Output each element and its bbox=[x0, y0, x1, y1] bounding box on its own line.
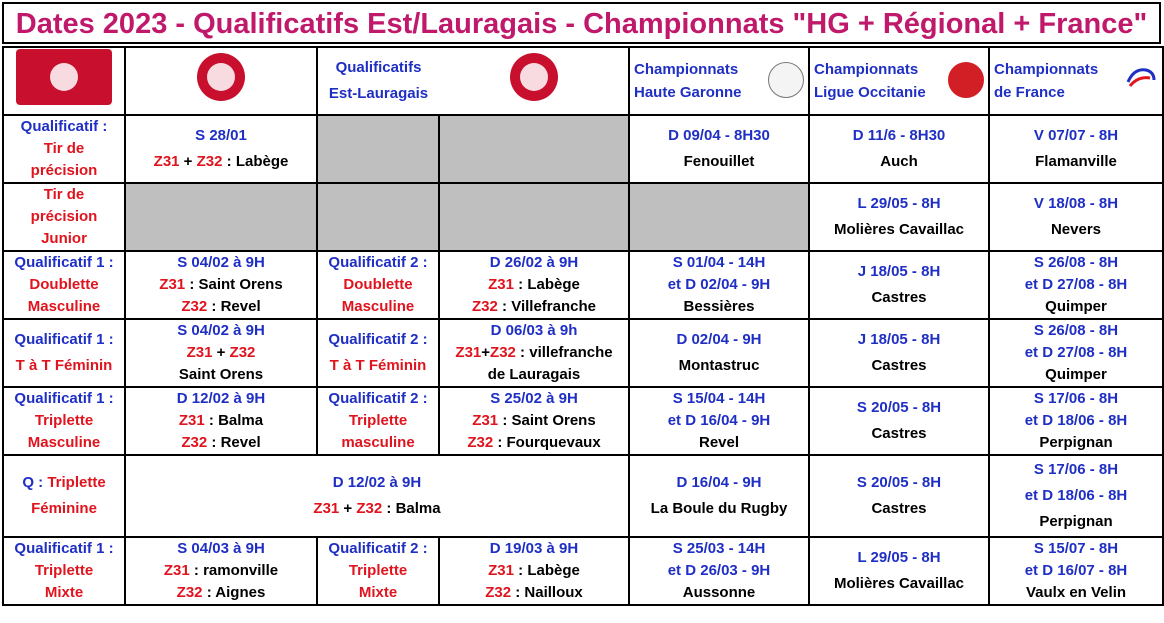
empty-cell bbox=[439, 183, 629, 251]
q1-cell: S 04/02 à 9H Z31 : Saint Orens Z32 : Revel bbox=[125, 251, 317, 319]
hg-cell: S 15/04 - 14H et D 16/04 - 9H Revel bbox=[629, 387, 809, 455]
page-title: Dates 2023 - Qualificatifs Est/Lauragais - Championnats "HG + Régional + France" bbox=[2, 2, 1161, 44]
empty-cell bbox=[125, 183, 317, 251]
q1-cell: S 04/02 à 9H Z31 + Z32 Saint Orens bbox=[125, 319, 317, 387]
q1-cell: S 04/03 à 9H Z31 : ramonville Z32 : Aignes bbox=[125, 537, 317, 605]
fr-cell: S 17/06 - 8H et D 18/06 - 8H Perpignan bbox=[989, 455, 1163, 537]
table-row bbox=[3, 183, 1163, 251]
club-logo-icon bbox=[16, 49, 112, 105]
fr-cell: V 18/08 - 8H Nevers bbox=[989, 183, 1163, 251]
club-logo-cell bbox=[3, 47, 125, 115]
occ-cell: J 18/05 - 8H Castres bbox=[809, 319, 989, 387]
table-row bbox=[3, 387, 1163, 455]
hg-cell: S 01/04 - 14H et D 02/04 - 9H Bessières bbox=[629, 251, 809, 319]
q2-cell: S 25/02 à 9H Z31 : Saint Orens Z32 : Fourquevaux bbox=[439, 387, 629, 455]
q2-cell: D 19/03 à 9H Z31 : Labège Z32 : Nailloux bbox=[439, 537, 629, 605]
hg-cell: D 02/04 - 9H Montastruc bbox=[629, 319, 809, 387]
table-row bbox=[3, 537, 1163, 605]
hg-cell: D 09/04 - 8H30 Fenouillet bbox=[629, 115, 809, 183]
france-header: Championnats de France bbox=[989, 47, 1163, 115]
qualificatifs-header: Qualificatifs Est-Lauragais bbox=[317, 47, 439, 115]
occ-cell: J 18/05 - 8H Castres bbox=[809, 251, 989, 319]
empty-cell bbox=[317, 115, 439, 183]
fr-cell: S 15/07 - 8H et D 16/07 - 8H Vaulx en Velin bbox=[989, 537, 1163, 605]
rugby-logo-cell-2 bbox=[439, 47, 629, 115]
row-label: Qualificatif 1 : Triplette Mixte bbox=[3, 537, 125, 605]
row-label: Qualificatif 1 : T à T Féminin bbox=[3, 319, 125, 387]
empty-cell bbox=[629, 183, 809, 251]
occ-cell: D 11/6 - 8H30 Auch bbox=[809, 115, 989, 183]
q2-label: Qualificatif 2 : Triplette masculine bbox=[317, 387, 439, 455]
occ-cell: S 20/05 - 8H Castres bbox=[809, 455, 989, 537]
hg-cell: D 16/04 - 9H La Boule du Rugby bbox=[629, 455, 809, 537]
fr-cell: S 26/08 - 8H et D 27/08 - 8H Quimper bbox=[989, 251, 1163, 319]
ffpjp-occitanie-badge-icon bbox=[948, 62, 984, 98]
occ-cell: S 20/05 - 8H Castres bbox=[809, 387, 989, 455]
row-label: Tir de précision Junior bbox=[3, 183, 125, 251]
row-label: Qualificatif 1 : Triplette Masculine bbox=[3, 387, 125, 455]
q2-label: Qualificatif 2 : Doublette Masculine bbox=[317, 251, 439, 319]
row-label: Q : Triplette Féminine bbox=[3, 455, 125, 537]
q2-label: Qualificatif 2 : Triplette Mixte bbox=[317, 537, 439, 605]
occitanie-header: Championnats Ligue Occitanie bbox=[809, 47, 989, 115]
ffpjp-hg-badge-icon bbox=[768, 62, 804, 98]
row-label: Qualificatif 1 : Doublette Masculine bbox=[3, 251, 125, 319]
rugby-ball-logo-icon bbox=[510, 53, 558, 101]
fr-cell: V 07/07 - 8H Flamanville bbox=[989, 115, 1163, 183]
header-row bbox=[3, 47, 1163, 115]
row-label: Qualificatif : Tir de précision bbox=[3, 115, 125, 183]
q1-cell: S 28/01 Z31 + Z32 : Labège bbox=[125, 115, 317, 183]
fr-cell: S 26/08 - 8H et D 27/08 - 8H Quimper bbox=[989, 319, 1163, 387]
q1-cell: D 12/02 à 9H Z31 : Balma Z32 : Revel bbox=[125, 387, 317, 455]
fr-cell: S 17/06 - 8H et D 18/06 - 8H Perpignan bbox=[989, 387, 1163, 455]
occ-cell: L 29/05 - 8H Molières Cavaillac bbox=[809, 183, 989, 251]
table-row bbox=[3, 115, 1163, 183]
table-row bbox=[3, 455, 1163, 537]
q2-cell: D 26/02 à 9H Z31 : Labège Z32 : Villefranche bbox=[439, 251, 629, 319]
rugby-ball-logo-icon bbox=[197, 53, 245, 101]
schedule-table bbox=[2, 46, 1164, 606]
table-row bbox=[3, 251, 1163, 319]
q-merged-cell: D 12/02 à 9H Z31 + Z32 : Balma bbox=[125, 455, 629, 537]
rugby-logo-cell bbox=[125, 47, 317, 115]
q2-cell: D 06/03 à 9h Z31+Z32 : villefranche de Lauragais bbox=[439, 319, 629, 387]
ffpjp-france-rooster-icon bbox=[1124, 62, 1158, 96]
empty-cell bbox=[317, 183, 439, 251]
hg-header: Championnats Haute Garonne bbox=[629, 47, 809, 115]
hg-cell: S 25/03 - 14H et D 26/03 - 9H Aussonne bbox=[629, 537, 809, 605]
q2-label: Qualificatif 2 : T à T Féminin bbox=[317, 319, 439, 387]
table-row bbox=[3, 319, 1163, 387]
occ-cell: L 29/05 - 8H Molières Cavaillac bbox=[809, 537, 989, 605]
empty-cell bbox=[439, 115, 629, 183]
